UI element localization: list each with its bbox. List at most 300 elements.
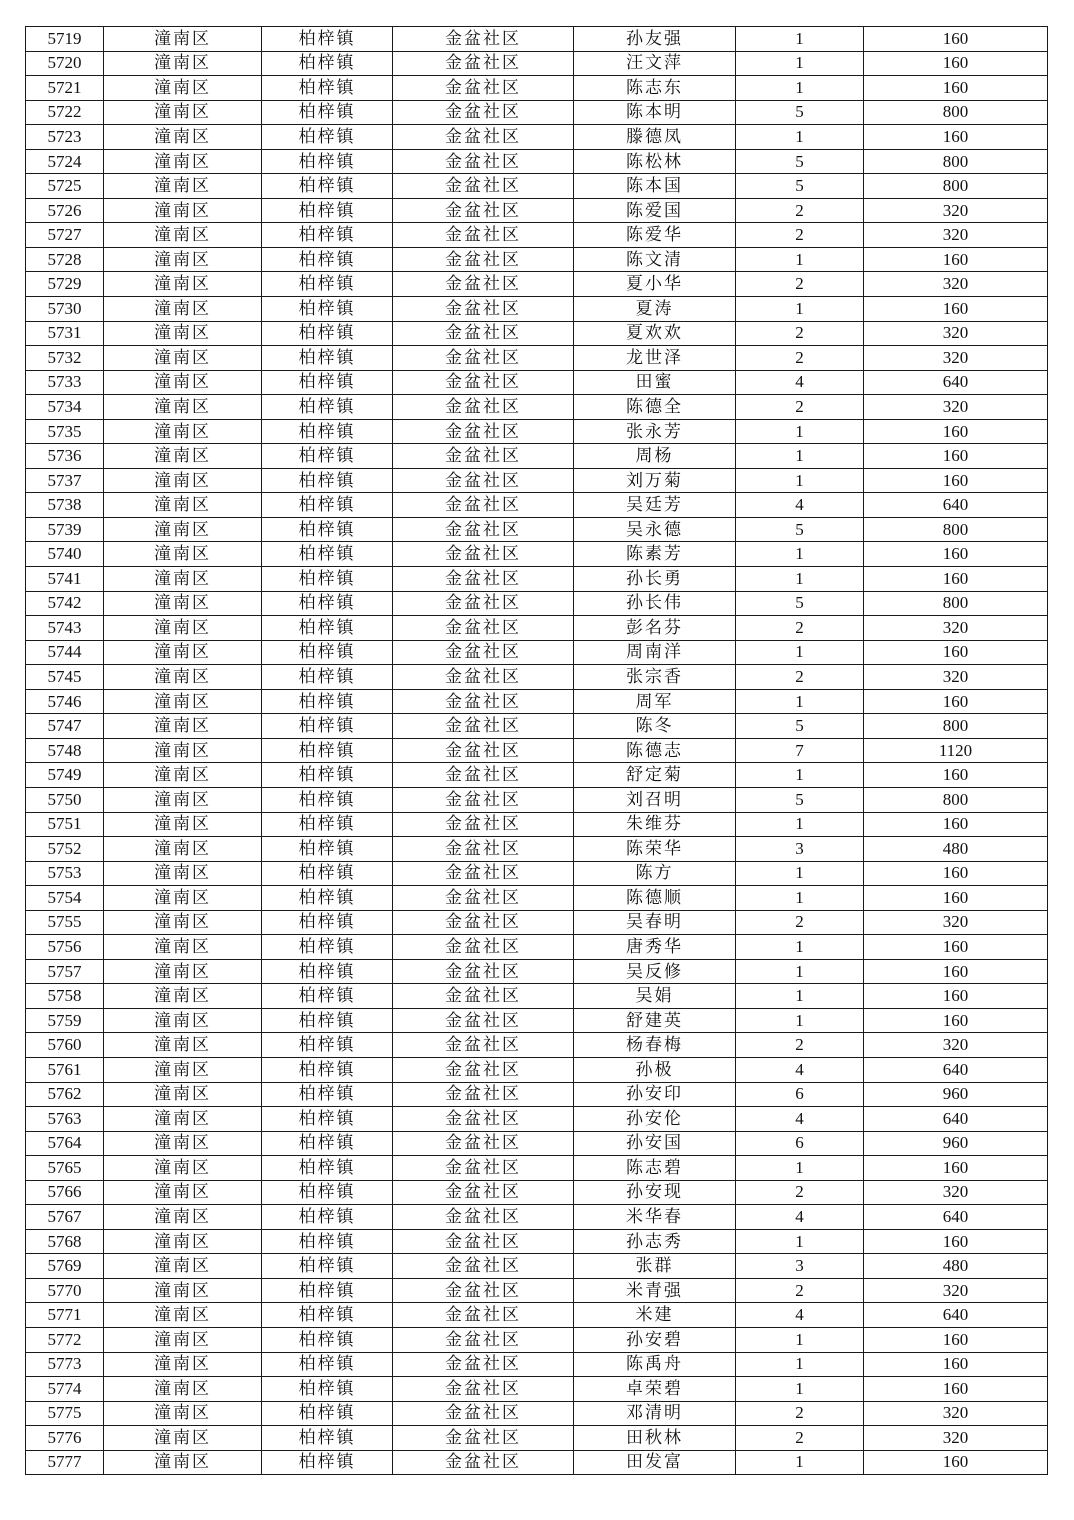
district-cell: 潼南区 <box>104 297 262 322</box>
amount-cell: 960 <box>864 1082 1048 1107</box>
community-cell: 金盆社区 <box>393 1156 574 1181</box>
household-count-cell: 1 <box>736 125 864 150</box>
row-number-cell: 5736 <box>26 444 104 469</box>
district-cell: 潼南区 <box>104 591 262 616</box>
name-cell: 孙友强 <box>574 27 736 52</box>
table-row <box>26 468 1048 493</box>
household-count-cell: 1 <box>736 27 864 52</box>
town-cell: 柏梓镇 <box>262 812 393 837</box>
town-cell: 柏梓镇 <box>262 1278 393 1303</box>
town-cell: 柏梓镇 <box>262 1107 393 1132</box>
table-row <box>26 886 1048 911</box>
household-count-cell: 1 <box>736 763 864 788</box>
row-number-cell: 5760 <box>26 1033 104 1058</box>
town-cell: 柏梓镇 <box>262 1401 393 1426</box>
district-cell: 潼南区 <box>104 1450 262 1475</box>
district-cell: 潼南区 <box>104 51 262 76</box>
community-cell: 金盆社区 <box>393 1033 574 1058</box>
district-cell: 潼南区 <box>104 149 262 174</box>
town-cell: 柏梓镇 <box>262 444 393 469</box>
row-number-cell: 5751 <box>26 812 104 837</box>
table-row <box>26 125 1048 150</box>
district-cell: 潼南区 <box>104 935 262 960</box>
row-number-cell: 5765 <box>26 1156 104 1181</box>
district-cell: 潼南区 <box>104 100 262 125</box>
household-count-cell: 1 <box>736 1156 864 1181</box>
community-cell: 金盆社区 <box>393 346 574 371</box>
community-cell: 金盆社区 <box>393 174 574 199</box>
row-number-cell: 5732 <box>26 346 104 371</box>
table-row <box>26 616 1048 641</box>
amount-cell: 480 <box>864 837 1048 862</box>
household-count-cell: 2 <box>736 272 864 297</box>
community-cell: 金盆社区 <box>393 1278 574 1303</box>
district-cell: 潼南区 <box>104 984 262 1009</box>
table-row <box>26 1401 1048 1426</box>
table-row <box>26 787 1048 812</box>
town-cell: 柏梓镇 <box>262 1033 393 1058</box>
amount-cell: 160 <box>864 689 1048 714</box>
district-cell: 潼南区 <box>104 959 262 984</box>
amount-cell: 1120 <box>864 738 1048 763</box>
household-count-cell: 4 <box>736 1303 864 1328</box>
row-number-cell: 5727 <box>26 223 104 248</box>
district-cell: 潼南区 <box>104 1131 262 1156</box>
community-cell: 金盆社区 <box>393 297 574 322</box>
amount-cell: 160 <box>864 886 1048 911</box>
town-cell: 柏梓镇 <box>262 1008 393 1033</box>
amount-cell: 160 <box>864 419 1048 444</box>
row-number-cell: 5752 <box>26 837 104 862</box>
town-cell: 柏梓镇 <box>262 763 393 788</box>
amount-cell: 800 <box>864 174 1048 199</box>
row-number-cell: 5734 <box>26 395 104 420</box>
town-cell: 柏梓镇 <box>262 1131 393 1156</box>
table-row <box>26 517 1048 542</box>
household-count-cell: 5 <box>736 787 864 812</box>
table-row <box>26 395 1048 420</box>
district-cell: 潼南区 <box>104 812 262 837</box>
town-cell: 柏梓镇 <box>262 223 393 248</box>
amount-cell: 160 <box>864 959 1048 984</box>
name-cell: 陈爱华 <box>574 223 736 248</box>
district-cell: 潼南区 <box>104 174 262 199</box>
district-cell: 潼南区 <box>104 493 262 518</box>
table-row <box>26 1352 1048 1377</box>
amount-cell: 160 <box>864 1156 1048 1181</box>
name-cell: 夏涛 <box>574 297 736 322</box>
name-cell: 陈爱国 <box>574 198 736 223</box>
community-cell: 金盆社区 <box>393 886 574 911</box>
table-row <box>26 984 1048 1009</box>
district-cell: 潼南区 <box>104 861 262 886</box>
town-cell: 柏梓镇 <box>262 297 393 322</box>
row-number-cell: 5776 <box>26 1426 104 1451</box>
household-count-cell: 1 <box>736 419 864 444</box>
community-cell: 金盆社区 <box>393 149 574 174</box>
name-cell: 陈本明 <box>574 100 736 125</box>
table-row <box>26 174 1048 199</box>
row-number-cell: 5737 <box>26 468 104 493</box>
row-number-cell: 5761 <box>26 1057 104 1082</box>
district-cell: 潼南区 <box>104 76 262 101</box>
community-cell: 金盆社区 <box>393 812 574 837</box>
name-cell: 陈禹舟 <box>574 1352 736 1377</box>
table-row <box>26 959 1048 984</box>
household-count-cell: 1 <box>736 1377 864 1402</box>
row-number-cell: 5757 <box>26 959 104 984</box>
town-cell: 柏梓镇 <box>262 517 393 542</box>
name-cell: 孙极 <box>574 1057 736 1082</box>
row-number-cell: 5731 <box>26 321 104 346</box>
town-cell: 柏梓镇 <box>262 149 393 174</box>
table-row <box>26 1180 1048 1205</box>
name-cell: 刘万菊 <box>574 468 736 493</box>
amount-cell: 160 <box>864 468 1048 493</box>
household-count-cell: 1 <box>736 861 864 886</box>
table-row <box>26 689 1048 714</box>
row-number-cell: 5756 <box>26 935 104 960</box>
row-number-cell: 5745 <box>26 665 104 690</box>
household-count-cell: 2 <box>736 1426 864 1451</box>
row-number-cell: 5759 <box>26 1008 104 1033</box>
town-cell: 柏梓镇 <box>262 738 393 763</box>
district-cell: 潼南区 <box>104 1278 262 1303</box>
row-number-cell: 5777 <box>26 1450 104 1475</box>
amount-cell: 320 <box>864 321 1048 346</box>
name-cell: 张群 <box>574 1254 736 1279</box>
row-number-cell: 5720 <box>26 51 104 76</box>
community-cell: 金盆社区 <box>393 910 574 935</box>
community-cell: 金盆社区 <box>393 738 574 763</box>
name-cell: 孙长勇 <box>574 567 736 592</box>
town-cell: 柏梓镇 <box>262 125 393 150</box>
name-cell: 张永芳 <box>574 419 736 444</box>
household-count-cell: 1 <box>736 886 864 911</box>
community-cell: 金盆社区 <box>393 542 574 567</box>
community-cell: 金盆社区 <box>393 493 574 518</box>
district-cell: 潼南区 <box>104 886 262 911</box>
town-cell: 柏梓镇 <box>262 689 393 714</box>
community-cell: 金盆社区 <box>393 247 574 272</box>
town-cell: 柏梓镇 <box>262 935 393 960</box>
district-cell: 潼南区 <box>104 1033 262 1058</box>
name-cell: 舒建英 <box>574 1008 736 1033</box>
row-number-cell: 5739 <box>26 517 104 542</box>
amount-cell: 800 <box>864 714 1048 739</box>
community-cell: 金盆社区 <box>393 640 574 665</box>
name-cell: 陈德全 <box>574 395 736 420</box>
household-count-cell: 1 <box>736 984 864 1009</box>
name-cell: 陈荣华 <box>574 837 736 862</box>
district-cell: 潼南区 <box>104 1057 262 1082</box>
amount-cell: 160 <box>864 1327 1048 1352</box>
row-number-cell: 5774 <box>26 1377 104 1402</box>
row-number-cell: 5730 <box>26 297 104 322</box>
household-count-cell: 5 <box>736 591 864 616</box>
table-row <box>26 1303 1048 1328</box>
amount-cell: 960 <box>864 1131 1048 1156</box>
community-cell: 金盆社区 <box>393 1426 574 1451</box>
name-cell: 孙长伟 <box>574 591 736 616</box>
amount-cell: 800 <box>864 149 1048 174</box>
row-number-cell: 5733 <box>26 370 104 395</box>
amount-cell: 160 <box>864 763 1048 788</box>
town-cell: 柏梓镇 <box>262 567 393 592</box>
community-cell: 金盆社区 <box>393 959 574 984</box>
household-count-cell: 3 <box>736 1254 864 1279</box>
row-number-cell: 5744 <box>26 640 104 665</box>
table-row <box>26 812 1048 837</box>
town-cell: 柏梓镇 <box>262 198 393 223</box>
town-cell: 柏梓镇 <box>262 247 393 272</box>
household-count-cell: 7 <box>736 738 864 763</box>
household-count-cell: 2 <box>736 321 864 346</box>
amount-cell: 320 <box>864 1278 1048 1303</box>
amount-cell: 160 <box>864 640 1048 665</box>
name-cell: 陈志碧 <box>574 1156 736 1181</box>
town-cell: 柏梓镇 <box>262 959 393 984</box>
row-number-cell: 5771 <box>26 1303 104 1328</box>
household-count-cell: 1 <box>736 1008 864 1033</box>
row-number-cell: 5755 <box>26 910 104 935</box>
name-cell: 张宗香 <box>574 665 736 690</box>
table-row <box>26 419 1048 444</box>
household-count-cell: 2 <box>736 1278 864 1303</box>
table-row <box>26 198 1048 223</box>
amount-cell: 160 <box>864 861 1048 886</box>
household-count-cell: 1 <box>736 444 864 469</box>
table-row <box>26 444 1048 469</box>
district-cell: 潼南区 <box>104 714 262 739</box>
district-cell: 潼南区 <box>104 1156 262 1181</box>
town-cell: 柏梓镇 <box>262 1156 393 1181</box>
name-cell: 陈素芳 <box>574 542 736 567</box>
district-cell: 潼南区 <box>104 738 262 763</box>
town-cell: 柏梓镇 <box>262 1057 393 1082</box>
town-cell: 柏梓镇 <box>262 1352 393 1377</box>
household-count-cell: 1 <box>736 935 864 960</box>
row-number-cell: 5735 <box>26 419 104 444</box>
table-row <box>26 1205 1048 1230</box>
town-cell: 柏梓镇 <box>262 1229 393 1254</box>
community-cell: 金盆社区 <box>393 1352 574 1377</box>
household-count-cell: 1 <box>736 542 864 567</box>
name-cell: 吴永德 <box>574 517 736 542</box>
community-cell: 金盆社区 <box>393 1008 574 1033</box>
district-cell: 潼南区 <box>104 1180 262 1205</box>
name-cell: 夏欢欢 <box>574 321 736 346</box>
table-row <box>26 223 1048 248</box>
household-count-cell: 2 <box>736 1180 864 1205</box>
community-cell: 金盆社区 <box>393 689 574 714</box>
name-cell: 陈方 <box>574 861 736 886</box>
district-cell: 潼南区 <box>104 27 262 52</box>
community-cell: 金盆社区 <box>393 1327 574 1352</box>
district-cell: 潼南区 <box>104 517 262 542</box>
community-cell: 金盆社区 <box>393 1205 574 1230</box>
name-cell: 陈冬 <box>574 714 736 739</box>
name-cell: 陈德顺 <box>574 886 736 911</box>
district-cell: 潼南区 <box>104 837 262 862</box>
amount-cell: 800 <box>864 100 1048 125</box>
town-cell: 柏梓镇 <box>262 787 393 812</box>
amount-cell: 160 <box>864 444 1048 469</box>
district-cell: 潼南区 <box>104 1107 262 1132</box>
table-row <box>26 591 1048 616</box>
household-count-cell: 1 <box>736 567 864 592</box>
name-cell: 汪文萍 <box>574 51 736 76</box>
row-number-cell: 5741 <box>26 567 104 592</box>
amount-cell: 320 <box>864 910 1048 935</box>
table-row <box>26 640 1048 665</box>
amount-cell: 160 <box>864 1377 1048 1402</box>
community-cell: 金盆社区 <box>393 935 574 960</box>
amount-cell: 320 <box>864 665 1048 690</box>
amount-cell: 320 <box>864 223 1048 248</box>
household-count-cell: 1 <box>736 468 864 493</box>
name-cell: 吴娟 <box>574 984 736 1009</box>
name-cell: 田蜜 <box>574 370 736 395</box>
name-cell: 杨春梅 <box>574 1033 736 1058</box>
table-row <box>26 100 1048 125</box>
row-number-cell: 5726 <box>26 198 104 223</box>
table-row <box>26 1278 1048 1303</box>
table-row <box>26 1082 1048 1107</box>
name-cell: 孙安伦 <box>574 1107 736 1132</box>
town-cell: 柏梓镇 <box>262 1327 393 1352</box>
town-cell: 柏梓镇 <box>262 51 393 76</box>
row-number-cell: 5740 <box>26 542 104 567</box>
row-number-cell: 5719 <box>26 27 104 52</box>
amount-cell: 160 <box>864 76 1048 101</box>
household-count-cell: 5 <box>736 149 864 174</box>
table-row <box>26 567 1048 592</box>
amount-cell: 640 <box>864 1107 1048 1132</box>
town-cell: 柏梓镇 <box>262 395 393 420</box>
town-cell: 柏梓镇 <box>262 76 393 101</box>
table-body <box>26 27 1048 1475</box>
town-cell: 柏梓镇 <box>262 468 393 493</box>
amount-cell: 320 <box>864 1426 1048 1451</box>
table-row <box>26 149 1048 174</box>
table-row <box>26 763 1048 788</box>
name-cell: 唐秀华 <box>574 935 736 960</box>
household-count-cell: 1 <box>736 297 864 322</box>
table-row <box>26 1057 1048 1082</box>
district-cell: 潼南区 <box>104 616 262 641</box>
name-cell: 舒定菊 <box>574 763 736 788</box>
district-cell: 潼南区 <box>104 1377 262 1402</box>
table-row <box>26 297 1048 322</box>
table-row <box>26 27 1048 52</box>
amount-cell: 640 <box>864 1205 1048 1230</box>
community-cell: 金盆社区 <box>393 1303 574 1328</box>
community-cell: 金盆社区 <box>393 763 574 788</box>
table-row <box>26 665 1048 690</box>
community-cell: 金盆社区 <box>393 1180 574 1205</box>
amount-cell: 160 <box>864 984 1048 1009</box>
amount-cell: 320 <box>864 1033 1048 1058</box>
amount-cell: 320 <box>864 198 1048 223</box>
table-row <box>26 935 1048 960</box>
town-cell: 柏梓镇 <box>262 886 393 911</box>
row-number-cell: 5724 <box>26 149 104 174</box>
household-count-cell: 5 <box>736 714 864 739</box>
town-cell: 柏梓镇 <box>262 665 393 690</box>
row-number-cell: 5747 <box>26 714 104 739</box>
name-cell: 陈文清 <box>574 247 736 272</box>
household-count-cell: 4 <box>736 370 864 395</box>
row-number-cell: 5722 <box>26 100 104 125</box>
community-cell: 金盆社区 <box>393 1377 574 1402</box>
household-count-cell: 6 <box>736 1131 864 1156</box>
row-number-cell: 5773 <box>26 1352 104 1377</box>
district-cell: 潼南区 <box>104 247 262 272</box>
table-row <box>26 1008 1048 1033</box>
name-cell: 朱维芬 <box>574 812 736 837</box>
household-count-cell: 1 <box>736 812 864 837</box>
row-number-cell: 5748 <box>26 738 104 763</box>
amount-cell: 320 <box>864 1180 1048 1205</box>
town-cell: 柏梓镇 <box>262 1205 393 1230</box>
name-cell: 滕德凤 <box>574 125 736 150</box>
community-cell: 金盆社区 <box>393 223 574 248</box>
community-cell: 金盆社区 <box>393 100 574 125</box>
town-cell: 柏梓镇 <box>262 1450 393 1475</box>
data-table <box>25 26 1048 1475</box>
row-number-cell: 5746 <box>26 689 104 714</box>
amount-cell: 160 <box>864 51 1048 76</box>
town-cell: 柏梓镇 <box>262 714 393 739</box>
table-row <box>26 1327 1048 1352</box>
amount-cell: 320 <box>864 616 1048 641</box>
amount-cell: 160 <box>864 247 1048 272</box>
community-cell: 金盆社区 <box>393 198 574 223</box>
community-cell: 金盆社区 <box>393 395 574 420</box>
table-row <box>26 1426 1048 1451</box>
community-cell: 金盆社区 <box>393 1401 574 1426</box>
row-number-cell: 5766 <box>26 1180 104 1205</box>
district-cell: 潼南区 <box>104 1205 262 1230</box>
row-number-cell: 5775 <box>26 1401 104 1426</box>
table-row <box>26 321 1048 346</box>
household-count-cell: 1 <box>736 689 864 714</box>
row-number-cell: 5738 <box>26 493 104 518</box>
household-count-cell: 2 <box>736 1401 864 1426</box>
town-cell: 柏梓镇 <box>262 1303 393 1328</box>
town-cell: 柏梓镇 <box>262 174 393 199</box>
town-cell: 柏梓镇 <box>262 346 393 371</box>
community-cell: 金盆社区 <box>393 370 574 395</box>
town-cell: 柏梓镇 <box>262 1082 393 1107</box>
amount-cell: 160 <box>864 567 1048 592</box>
name-cell: 孙安碧 <box>574 1327 736 1352</box>
table-row <box>26 837 1048 862</box>
town-cell: 柏梓镇 <box>262 984 393 1009</box>
row-number-cell: 5768 <box>26 1229 104 1254</box>
town-cell: 柏梓镇 <box>262 837 393 862</box>
table-row <box>26 272 1048 297</box>
amount-cell: 160 <box>864 297 1048 322</box>
community-cell: 金盆社区 <box>393 567 574 592</box>
amount-cell: 320 <box>864 346 1048 371</box>
district-cell: 潼南区 <box>104 419 262 444</box>
district-cell: 潼南区 <box>104 1303 262 1328</box>
household-count-cell: 1 <box>736 1327 864 1352</box>
household-count-cell: 5 <box>736 100 864 125</box>
district-cell: 潼南区 <box>104 370 262 395</box>
